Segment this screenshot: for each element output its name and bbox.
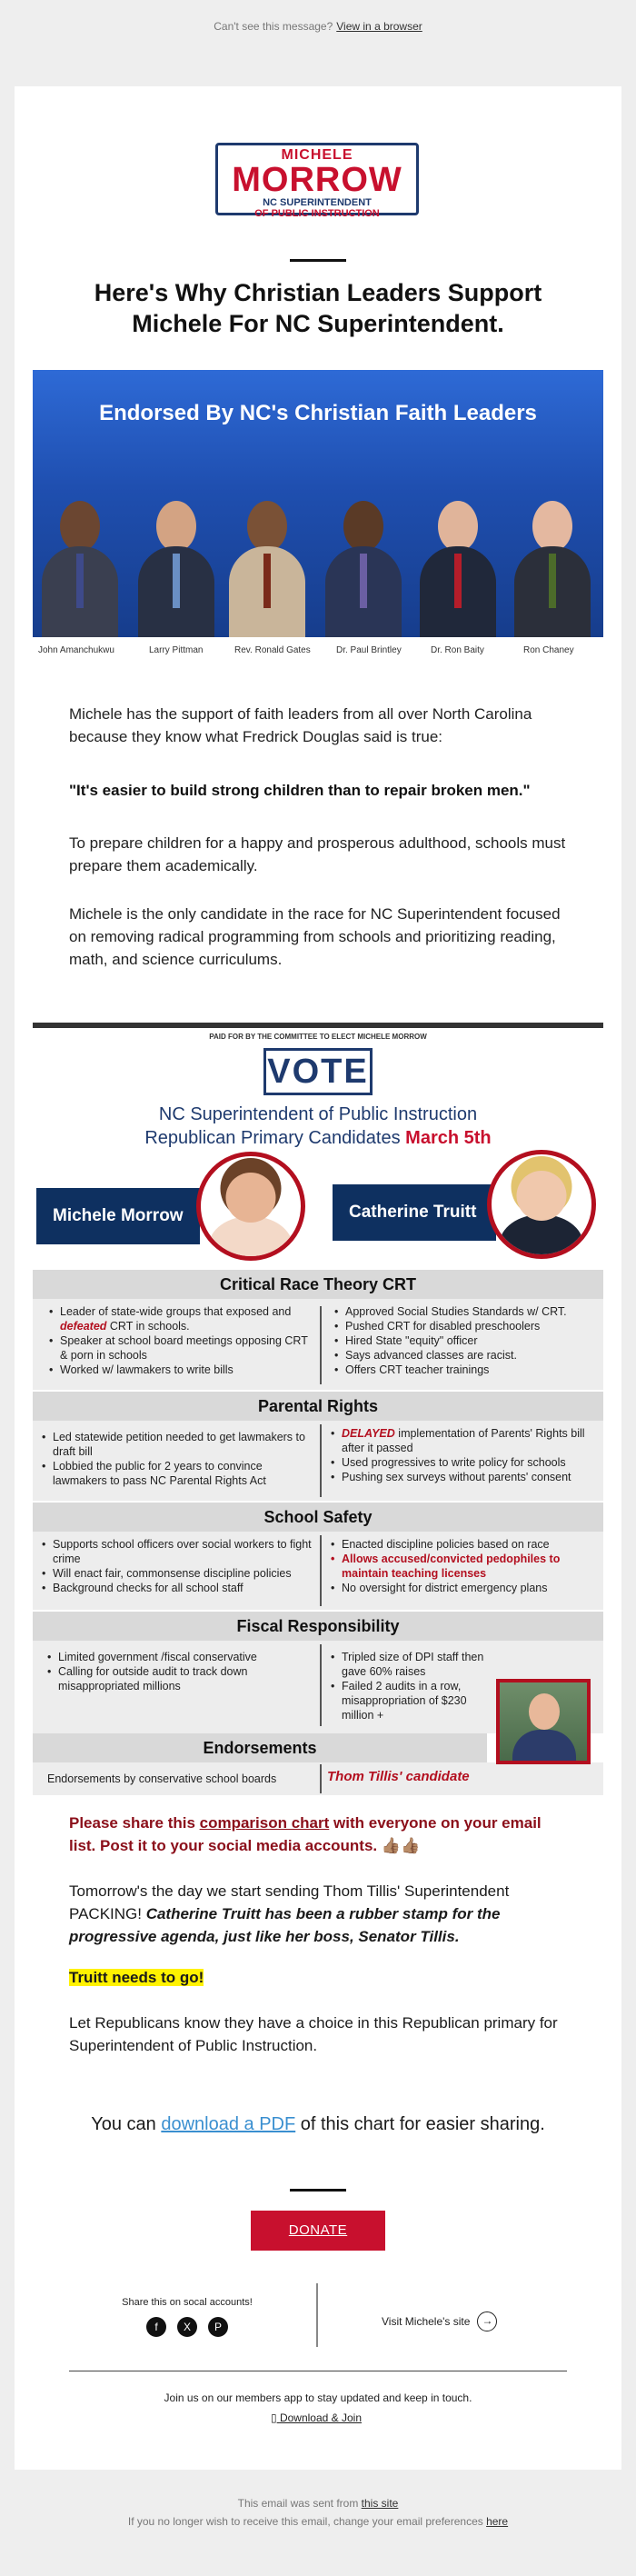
x-icon[interactable]: X <box>177 2317 197 2337</box>
leader-names <box>33 637 603 663</box>
preferences-link[interactable]: here <box>486 2515 509 2528</box>
list-item: • Failed 2 audits in a row, misappropriation of $230 million + <box>329 1679 502 1722</box>
list-item: • Allows accused/convicted pedophiles to maintain teaching licenses <box>329 1552 598 1581</box>
share-chart-callout: Please share this comparison chart with everyone on your email list. Post it to your social media accounts. 👍🏽👍🏽 <box>69 1814 542 1854</box>
column-divider <box>320 1764 322 1793</box>
pdf-paragraph: You can download a PDF of this chart for easier sharing. <box>91 2114 545 2134</box>
section-header-fiscal: Fiscal Responsibility <box>33 1612 603 1641</box>
endorsement-banner <box>33 370 603 663</box>
footer-unsubscribe: If you no longer wish to receive this email, change your email preferences here <box>127 2515 509 2528</box>
leader-photo <box>414 501 502 637</box>
list-item: • Will enact fair, commonsense discipline policies <box>40 1566 313 1581</box>
list-item: • Worked w/ lawmakers to write bills <box>47 1363 311 1377</box>
list-item: • Tripled size of DPI staff then gave 60% raises <box>329 1650 502 1679</box>
download-join-link[interactable]: ▯ Download & Join <box>271 2411 363 2424</box>
endorsements-left: Endorsements by conservative school boards <box>47 1772 277 1785</box>
page-title: Here's Why Christian Leaders Support Michele For NC Superintendent. <box>94 279 542 337</box>
section-body-school-safety <box>33 1532 603 1610</box>
this-site-link[interactable]: this site <box>361 2497 399 2510</box>
chart-title-line2: Republican Primary Candidates March 5th <box>144 1128 492 1148</box>
tillis-photo <box>496 1679 591 1764</box>
morrow-logo <box>215 143 419 219</box>
column-divider <box>320 1644 322 1726</box>
visit-site-link[interactable]: Visit Michele's site → <box>382 2311 497 2331</box>
section-header-parental-rights: Parental Rights <box>33 1392 603 1421</box>
section-header-endorsements: Endorsements <box>33 1733 487 1762</box>
leader-photo <box>509 501 596 637</box>
leader-photo <box>133 501 220 637</box>
section-header-crt: Critical Race Theory CRT <box>33 1270 603 1299</box>
list-item: • Speaker at school board meetings opposing CRT & porn in schools <box>47 1333 311 1363</box>
download-pdf-link[interactable]: download a PDF <box>161 2114 296 2134</box>
leader-name: Ron Chaney <box>523 644 574 655</box>
column-divider <box>320 1535 322 1606</box>
candidate-left-label: Michele Morrow <box>36 1188 200 1244</box>
list-item: • Calling for outside audit to track down misappropriated millions <box>45 1664 313 1693</box>
truitt-callout: Truitt needs to go! <box>69 1969 204 1986</box>
preheader <box>0 0 636 53</box>
chart-title <box>33 1103 603 1150</box>
section-body-endorsements <box>33 1762 603 1795</box>
logo-last-name: MORROW <box>232 161 402 199</box>
list-item: • Says advanced classes are racist. <box>333 1348 596 1363</box>
list-item: • DELAYED implementation of Parents' Rights bill after it passed <box>329 1426 598 1455</box>
list-item: • Pushing sex surveys without parents' consent <box>329 1470 598 1484</box>
share-social <box>87 2297 287 2337</box>
list-item: • Led statewide petition needed to get lawmakers to draft bill <box>40 1430 313 1459</box>
logo-first-name: MICHELE <box>281 147 353 163</box>
choice-paragraph: Let Republicans know they have a choice in this Republican primary for Superintendent of Public Instruction. <box>69 2014 558 2054</box>
leader-photo <box>36 501 124 637</box>
vote-logo <box>263 1048 373 1095</box>
comparison-chart <box>33 1023 603 1806</box>
preheader-text: Can't see this message? <box>214 20 333 33</box>
chart-title-line1: NC Superintendent of Public Instruction <box>158 1104 478 1124</box>
share-label: Share this on socal accounts! <box>122 2297 253 2308</box>
leader-name: John Amanchukwu <box>38 644 114 655</box>
email-card <box>15 86 621 2470</box>
douglas-quote: "It's easier to build strong children than to repair broken men." <box>69 782 531 799</box>
packing-paragraph: Tomorrow's the day we start sending Thom Tillis' Superintendent PACKING! Catherine Truitt has been a rubber stamp for the progressive agenda, just like her boss, Senator Tillis. <box>69 1882 510 1945</box>
logo-subtitle-1: NC SUPERINTENDENT <box>263 197 372 208</box>
leader-photo <box>320 501 407 637</box>
pinterest-icon[interactable]: P <box>208 2317 228 2337</box>
list-item: • Limited government /fiscal conservative <box>45 1650 313 1664</box>
body-paragraph: To prepare children for a happy and prosperous adulthood, schools must prepare them academically. <box>69 834 566 874</box>
column-divider <box>320 1306 322 1384</box>
body-paragraph: Michele has the support of faith leaders from all over North Carolina because they know what Fredrick Douglas said is true: <box>69 705 532 745</box>
truitt-portrait <box>487 1150 596 1259</box>
vote-text: VOTE <box>267 1053 369 1091</box>
list-item: • Approved Social Studies Standards w/ CRT. <box>333 1304 596 1319</box>
list-item: • Lobbied the public for 2 years to convince lawmakers to pass NC Parental Rights Act <box>40 1459 313 1488</box>
column-divider <box>320 1424 322 1497</box>
candidate-right-label: Catherine Truitt <box>333 1184 496 1241</box>
comparison-chart-link[interactable]: comparison chart <box>199 1814 330 1832</box>
list-item: • Used progressives to write policy for schools <box>329 1455 598 1470</box>
arrow-right-icon: → <box>477 2311 497 2331</box>
leader-name: Larry Pittman <box>149 644 204 655</box>
list-item: • Background checks for all school staff <box>40 1581 313 1595</box>
phone-icon: ▯ <box>271 2411 277 2424</box>
list-item: • Offers CRT teacher trainings <box>333 1363 596 1377</box>
section-body-parental-rights <box>33 1421 603 1501</box>
list-item: • Pushed CRT for disabled preschoolers <box>333 1319 596 1333</box>
divider <box>290 259 346 262</box>
list-item: • No oversight for district emergency plans <box>329 1581 598 1595</box>
endorsements-right: Thom Tillis' candidate <box>327 1769 470 1784</box>
footer-sent: This email was sent from this site <box>237 2497 399 2510</box>
leader-name: Dr. Paul Brintley <box>336 644 402 655</box>
donate-button[interactable]: DONATE <box>251 2211 385 2251</box>
logo-subtitle-2: OF PUBLIC INSTRUCTION <box>254 208 380 219</box>
body-paragraph: Michele is the only candidate in the race for NC Superintendent focused on removing radical programming from schools and prioritizing reading, math, and science curriculums. <box>69 905 561 968</box>
section-body-crt <box>33 1299 603 1390</box>
column-divider <box>316 2283 318 2347</box>
paid-for-by: PAID FOR BY THE COMMITTEE TO ELECT MICHELE MORROW <box>209 1033 427 1041</box>
app-promo-text: Join us on our members app to stay updated and keep in touch. <box>164 2391 472 2404</box>
list-item: • Hired State "equity" officer <box>333 1333 596 1348</box>
morrow-portrait <box>196 1152 305 1261</box>
facebook-icon[interactable]: f <box>146 2317 166 2337</box>
divider <box>290 2189 346 2192</box>
primary-date: March 5th <box>405 1128 492 1148</box>
section-header-school-safety: School Safety <box>33 1503 603 1532</box>
list-item: • Enacted discipline policies based on race <box>329 1537 598 1552</box>
banner-title: Endorsed By NC's Christian Faith Leaders <box>99 401 537 425</box>
list-item: • Leader of state-wide groups that exposed and defeated CRT in schools. <box>47 1304 311 1333</box>
view-in-browser-link[interactable]: View in a browser <box>336 20 422 33</box>
footer <box>0 2494 636 2531</box>
list-item: • Supports school officers over social workers to fight crime <box>40 1537 313 1566</box>
leader-name: Rev. Ronald Gates <box>234 644 311 655</box>
leader-name: Dr. Ron Baity <box>431 644 484 655</box>
leader-photo <box>224 501 311 637</box>
